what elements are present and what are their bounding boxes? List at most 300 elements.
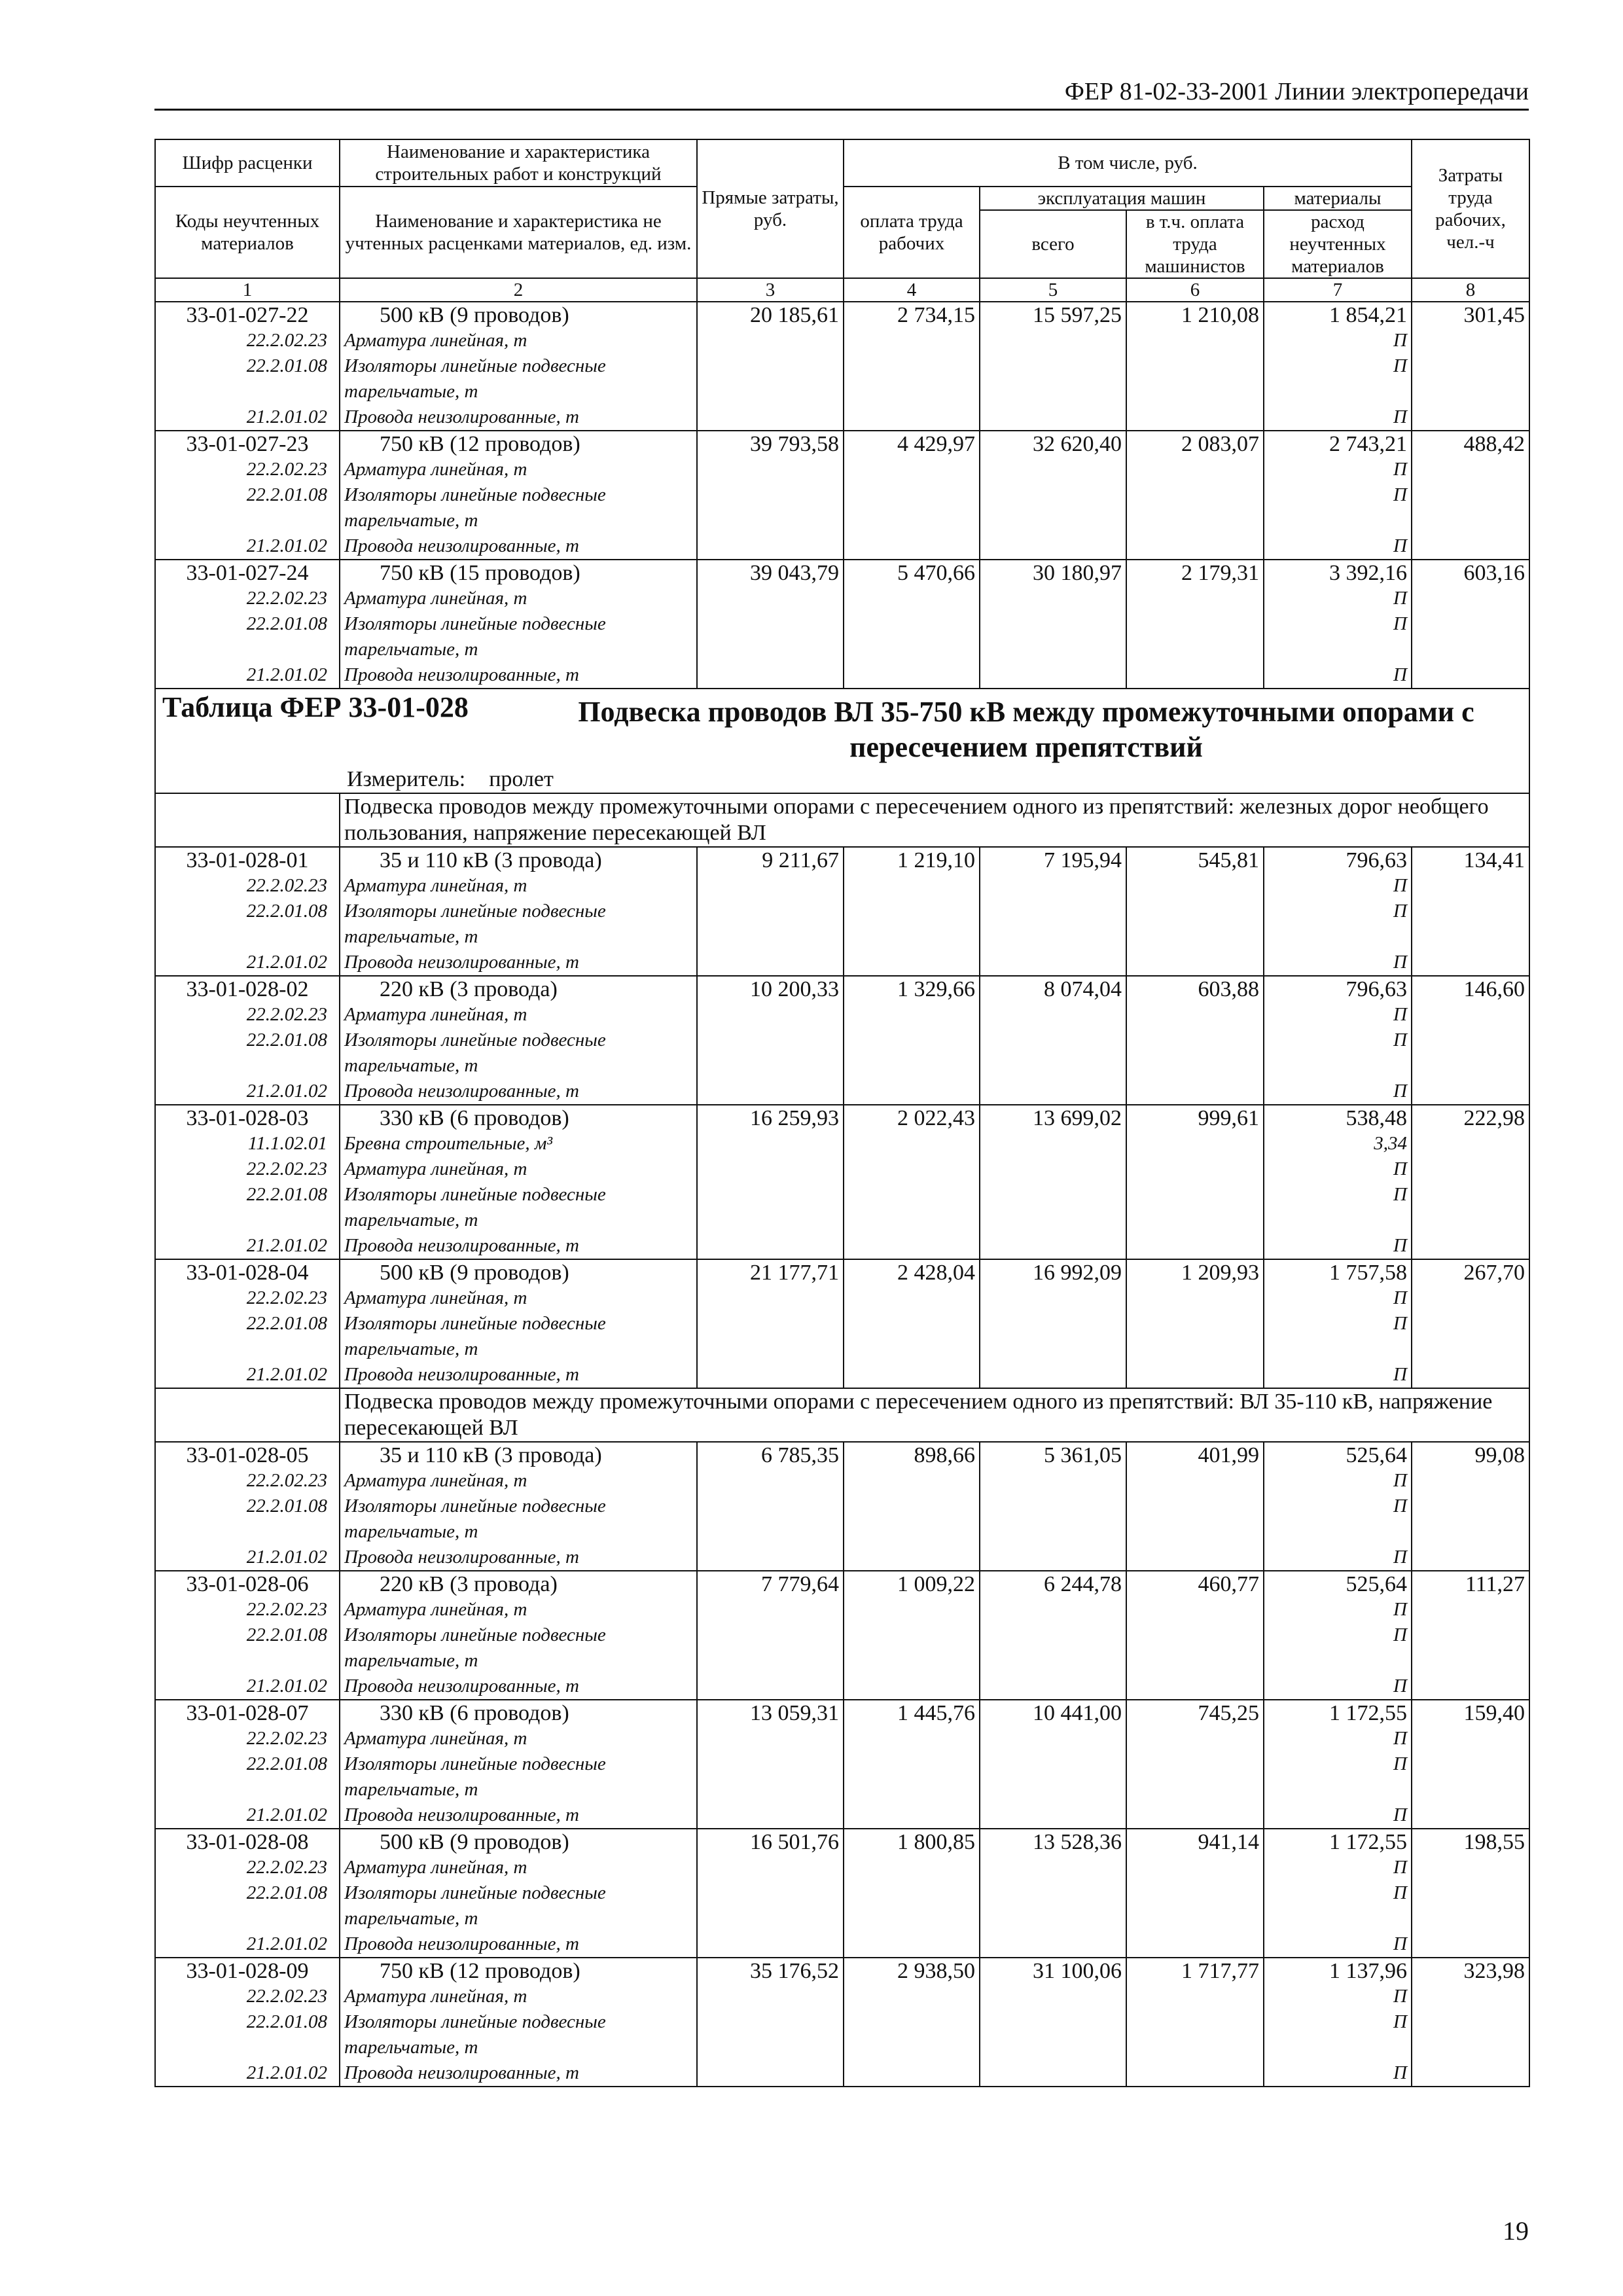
empty-cell: [697, 482, 844, 508]
resource-row: [155, 457, 1529, 482]
col-num: 6: [1126, 278, 1264, 302]
empty-cell: [697, 1931, 844, 1958]
rate-value: 267,70: [1412, 1259, 1529, 1285]
empty-cell: [1412, 611, 1529, 637]
resource-usage: П: [1264, 1002, 1412, 1028]
resource-code: 22.2.01.08: [155, 1751, 340, 1777]
resource-name: Арматура линейная, т: [340, 1285, 697, 1311]
empty-cell: [697, 2035, 844, 2060]
empty-cell: [697, 328, 844, 353]
resource-row: [155, 1855, 1529, 1880]
resource-row: [155, 379, 1529, 404]
empty-cell: [844, 508, 980, 533]
empty-cell: [1412, 1803, 1529, 1829]
head-name: Наименование и характеристика строительных работ и конструкций: [340, 139, 697, 187]
rate-value: 6 244,78: [980, 1571, 1126, 1597]
rate-value: 99,08: [1412, 1442, 1529, 1468]
resource-row: [155, 1803, 1529, 1829]
resource-usage: П: [1264, 1880, 1412, 1906]
empty-cell: [1126, 2009, 1264, 2035]
empty-cell: [1412, 404, 1529, 431]
resource-row: [155, 1648, 1529, 1674]
rate-row: [155, 1958, 1529, 1984]
empty-cell: [1412, 1131, 1529, 1157]
empty-cell: [1412, 637, 1529, 662]
resource-name: Изоляторы линейные подвесные: [340, 1880, 697, 1906]
empty-cell: [980, 1777, 1126, 1803]
resource-usage: [1264, 2035, 1412, 2060]
empty-cell: [980, 1855, 1126, 1880]
resource-name: Арматура линейная, т: [340, 586, 697, 611]
rate-value: 15 597,25: [980, 302, 1126, 328]
empty-cell: [844, 404, 980, 431]
col-num: 7: [1264, 278, 1412, 302]
rate-code: 33-01-028-04: [155, 1259, 340, 1285]
resource-row: [155, 1674, 1529, 1700]
rate-value: 1 172,55: [1264, 1829, 1412, 1855]
resource-row: [155, 1880, 1529, 1906]
empty-cell: [1412, 1931, 1529, 1958]
empty-cell: [844, 1623, 980, 1648]
resource-name: Изоляторы линейные подвесные: [340, 353, 697, 379]
empty-cell: [844, 1182, 980, 1208]
empty-cell: [980, 1285, 1126, 1311]
rate-value: 2 938,50: [844, 1958, 980, 1984]
resource-code: 22.2.01.08: [155, 2009, 340, 2035]
empty-cell: [1126, 482, 1264, 508]
resource-code: 22.2.02.23: [155, 457, 340, 482]
resource-code: [155, 1208, 340, 1233]
resource-row: [155, 1208, 1529, 1233]
empty-cell: [1126, 637, 1264, 662]
empty-cell: [1126, 611, 1264, 637]
resource-usage: П: [1264, 899, 1412, 924]
empty-cell: [1126, 899, 1264, 924]
resource-code: 21.2.01.02: [155, 1674, 340, 1700]
empty-cell: [980, 328, 1126, 353]
empty-cell: [1412, 1208, 1529, 1233]
resource-name: Арматура линейная, т: [340, 1855, 697, 1880]
col-num: 8: [1412, 278, 1529, 302]
empty-cell: [1412, 1984, 1529, 2009]
empty-cell: [697, 1468, 844, 1494]
rate-value: 2 734,15: [844, 302, 980, 328]
empty-cell: [980, 1053, 1126, 1079]
empty-cell: [697, 1803, 844, 1829]
rate-value: 7 779,64: [697, 1571, 844, 1597]
resource-usage: П: [1264, 1751, 1412, 1777]
resource-name: тарельчатые, т: [340, 379, 697, 404]
empty-cell: [1412, 1053, 1529, 1079]
rate-code: 33-01-028-01: [155, 847, 340, 873]
empty-cell: [1412, 1468, 1529, 1494]
empty-cell: [844, 1157, 980, 1182]
head-direct: Прямые затраты, руб.: [697, 139, 844, 278]
resource-row: [155, 586, 1529, 611]
resource-usage: П: [1264, 1157, 1412, 1182]
empty-cell: [980, 533, 1126, 560]
empty-cell: [697, 1362, 844, 1388]
rate-code: 33-01-028-09: [155, 1958, 340, 1984]
resource-name: Провода неизолированные, т: [340, 1545, 697, 1571]
empty-cell: [1412, 1726, 1529, 1751]
empty-cell: [980, 1028, 1126, 1053]
empty-cell: [1126, 1519, 1264, 1545]
rate-name: 35 и 110 кВ (3 провода): [340, 847, 697, 873]
resource-code: 21.2.01.02: [155, 2060, 340, 2087]
empty-cell: [844, 1208, 980, 1233]
empty-cell: [697, 1906, 844, 1931]
empty-cell: [1412, 482, 1529, 508]
empty-cell: [1126, 1157, 1264, 1182]
empty-cell: [844, 873, 980, 899]
resource-usage: П: [1264, 404, 1412, 431]
rate-value: 538,48: [1264, 1105, 1412, 1131]
resource-usage: П: [1264, 1028, 1412, 1053]
empty-cell: [697, 1648, 844, 1674]
resource-code: 11.1.02.01: [155, 1131, 340, 1157]
empty-cell: [844, 950, 980, 976]
empty-cell: [980, 1931, 1126, 1958]
resource-row: [155, 1623, 1529, 1648]
resource-row: [155, 1751, 1529, 1777]
empty-cell: [1126, 1751, 1264, 1777]
rate-value: 941,14: [1126, 1829, 1264, 1855]
empty-cell: [1126, 586, 1264, 611]
resource-code: 22.2.02.23: [155, 1597, 340, 1623]
rate-row: [155, 1105, 1529, 1131]
empty-cell: [1126, 2035, 1264, 2060]
resource-name: Арматура линейная, т: [340, 328, 697, 353]
empty-cell: [980, 1182, 1126, 1208]
resource-row: [155, 899, 1529, 924]
rate-value: 13 059,31: [697, 1700, 844, 1726]
resource-row: [155, 637, 1529, 662]
rate-row: [155, 1259, 1529, 1285]
head-mach-pay: в т.ч. оплата труда машинистов: [1126, 210, 1264, 278]
resource-row: [155, 1311, 1529, 1336]
empty-cell: [844, 2060, 980, 2087]
resource-name: тарельчатые, т: [340, 1053, 697, 1079]
empty-cell: [1412, 457, 1529, 482]
empty-cell: [980, 1336, 1126, 1362]
empty-cell: [980, 1751, 1126, 1777]
empty-cell: [697, 1002, 844, 1028]
resource-code: 21.2.01.02: [155, 950, 340, 976]
empty-cell: [980, 1233, 1126, 1259]
head-mach: эксплуатация машин: [980, 187, 1264, 210]
resource-name: Провода неизолированные, т: [340, 1674, 697, 1700]
resource-row: [155, 1545, 1529, 1571]
empty-cell: [697, 1053, 844, 1079]
resource-usage: 3,34: [1264, 1131, 1412, 1157]
empty-cell: [1412, 924, 1529, 950]
empty-cell: [844, 1545, 980, 1571]
empty-cell: [980, 1623, 1126, 1648]
head-incl: В том числе, руб.: [844, 139, 1412, 187]
empty-cell: [697, 899, 844, 924]
resource-code: 22.2.01.08: [155, 353, 340, 379]
empty-cell: [1126, 404, 1264, 431]
rate-value: 4 429,97: [844, 431, 980, 457]
resource-usage: П: [1264, 662, 1412, 689]
rate-code: 33-01-028-07: [155, 1700, 340, 1726]
empty-cell: [844, 637, 980, 662]
resource-row: [155, 611, 1529, 637]
empty-cell: [697, 924, 844, 950]
empty-cell: [1126, 1208, 1264, 1233]
resource-code: [155, 1777, 340, 1803]
empty-cell: [1412, 662, 1529, 689]
resource-usage: П: [1264, 1285, 1412, 1311]
empty-cell: [1126, 1311, 1264, 1336]
empty-cell: [844, 1494, 980, 1519]
head-labor: Затраты труда рабочих, чел.-ч: [1412, 139, 1529, 278]
resource-name: Изоляторы линейные подвесные: [340, 611, 697, 637]
rate-value: 159,40: [1412, 1700, 1529, 1726]
empty-cell: [1412, 1002, 1529, 1028]
empty-cell: [844, 1906, 980, 1931]
rate-value: 30 180,97: [980, 560, 1126, 586]
rate-code: 33-01-027-24: [155, 560, 340, 586]
empty-cell: [1126, 1777, 1264, 1803]
empty-cell: [697, 1131, 844, 1157]
resource-row: [155, 482, 1529, 508]
empty-cell: [980, 1208, 1126, 1233]
resource-code: 22.2.01.08: [155, 1494, 340, 1519]
resource-usage: [1264, 637, 1412, 662]
head-codes2: Коды неучтенных материалов: [155, 187, 340, 278]
empty-cell: [1126, 508, 1264, 533]
resource-usage: П: [1264, 1494, 1412, 1519]
rate-name: 330 кВ (6 проводов): [340, 1700, 697, 1726]
empty-cell: [980, 404, 1126, 431]
empty-cell: [844, 379, 980, 404]
empty-cell: [1126, 1285, 1264, 1311]
resource-row: [155, 1931, 1529, 1958]
empty-cell: [1412, 1545, 1529, 1571]
resource-row: [155, 328, 1529, 353]
resource-name: Изоляторы линейные подвесные: [340, 899, 697, 924]
resource-usage: П: [1264, 1311, 1412, 1336]
rate-value: 796,63: [1264, 847, 1412, 873]
resource-code: 22.2.02.23: [155, 1002, 340, 1028]
empty-cell: [980, 1984, 1126, 2009]
empty-cell: [980, 950, 1126, 976]
col-num: 1: [155, 278, 340, 302]
resource-usage: [1264, 508, 1412, 533]
empty-cell: [697, 1494, 844, 1519]
empty-cell: [1412, 1597, 1529, 1623]
head-pay: оплата труда рабочих: [844, 187, 980, 278]
empty-cell: [1126, 2060, 1264, 2087]
empty-cell: [844, 586, 980, 611]
empty-cell: [697, 1751, 844, 1777]
resource-code: 21.2.01.02: [155, 1079, 340, 1105]
empty-cell: [1126, 1623, 1264, 1648]
empty-cell: [980, 1906, 1126, 1931]
rate-value: 301,45: [1412, 302, 1529, 328]
resource-code: 21.2.01.02: [155, 1233, 340, 1259]
rate-row: [155, 1829, 1529, 1855]
resource-row: [155, 1028, 1529, 1053]
rate-row: [155, 302, 1529, 328]
resource-name: тарельчатые, т: [340, 1777, 697, 1803]
empty-cell: [1126, 1362, 1264, 1388]
resource-code: [155, 1648, 340, 1674]
empty-cell: [980, 379, 1126, 404]
resource-name: Изоляторы линейные подвесные: [340, 1182, 697, 1208]
rate-name: 500 кВ (9 проводов): [340, 1829, 697, 1855]
resource-row: [155, 533, 1529, 560]
resource-code: 22.2.02.23: [155, 1157, 340, 1182]
empty-cell: [844, 1285, 980, 1311]
empty-cell: [697, 611, 844, 637]
resource-row: [155, 508, 1529, 533]
rate-value: 39 793,58: [697, 431, 844, 457]
empty-cell: [697, 353, 844, 379]
rate-value: 1 219,10: [844, 847, 980, 873]
empty-cell: [1412, 1079, 1529, 1105]
empty-cell: [1126, 1053, 1264, 1079]
rate-name: 220 кВ (3 провода): [340, 1571, 697, 1597]
resource-code: 22.2.02.23: [155, 873, 340, 899]
resource-code: 22.2.01.08: [155, 1623, 340, 1648]
empty-cell: [1412, 1233, 1529, 1259]
resource-usage: П: [1264, 1984, 1412, 2009]
resource-name: Арматура линейная, т: [340, 1597, 697, 1623]
resource-name: тарельчатые, т: [340, 508, 697, 533]
empty-cell: [980, 508, 1126, 533]
empty-cell: [844, 1674, 980, 1700]
resource-name: Изоляторы линейные подвесные: [340, 1494, 697, 1519]
empty-cell: [844, 611, 980, 637]
rate-row: [155, 1700, 1529, 1726]
resource-code: [155, 1053, 340, 1079]
resource-row: [155, 1777, 1529, 1803]
rate-value: 488,42: [1412, 431, 1529, 457]
empty-cell: [1126, 873, 1264, 899]
resource-name: Изоляторы линейные подвесные: [340, 1751, 697, 1777]
rate-name: 750 кВ (15 проводов): [340, 560, 697, 586]
resource-name: Провода неизолированные, т: [340, 1362, 697, 1388]
empty-cell: [1412, 1285, 1529, 1311]
empty-cell: [980, 1674, 1126, 1700]
rate-value: 32 620,40: [980, 431, 1126, 457]
resource-code: 22.2.01.08: [155, 1880, 340, 1906]
empty-cell: [697, 508, 844, 533]
rate-value: 1 329,66: [844, 976, 980, 1002]
empty-cell: [1126, 1545, 1264, 1571]
empty-cell: [980, 873, 1126, 899]
empty-cell: [1412, 1362, 1529, 1388]
rate-value: 603,16: [1412, 560, 1529, 586]
resource-name: тарельчатые, т: [340, 1648, 697, 1674]
empty-cell: [1412, 1336, 1529, 1362]
col-num: 2: [340, 278, 697, 302]
resource-row: [155, 1494, 1529, 1519]
empty-cell: [697, 1311, 844, 1336]
empty-cell: [1126, 1131, 1264, 1157]
resource-name: тарельчатые, т: [340, 637, 697, 662]
empty-cell: [1412, 1855, 1529, 1880]
empty-cell: [1126, 1931, 1264, 1958]
resource-row: [155, 1336, 1529, 1362]
empty-cell: [697, 1880, 844, 1906]
resource-name: Провода неизолированные, т: [340, 533, 697, 560]
empty-cell: [844, 1311, 980, 1336]
resource-usage: П: [1264, 1597, 1412, 1623]
empty-cell: [980, 482, 1126, 508]
resource-code: 22.2.02.23: [155, 1726, 340, 1751]
resource-name: Арматура линейная, т: [340, 873, 697, 899]
resource-usage: П: [1264, 353, 1412, 379]
resource-usage: П: [1264, 586, 1412, 611]
empty-cell: [697, 873, 844, 899]
resource-usage: [1264, 1208, 1412, 1233]
table-label: Таблица ФЕР 33-01-028: [162, 691, 469, 723]
resource-name: Арматура линейная, т: [340, 1157, 697, 1182]
resource-usage: П: [1264, 1931, 1412, 1958]
rate-value: 323,98: [1412, 1958, 1529, 1984]
empty-cell: [980, 1311, 1126, 1336]
resource-row: [155, 924, 1529, 950]
empty-cell: [1126, 1468, 1264, 1494]
resource-row: [155, 2060, 1529, 2087]
empty-cell: [1126, 1002, 1264, 1028]
resource-row: [155, 1053, 1529, 1079]
rate-value: 525,64: [1264, 1571, 1412, 1597]
empty-cell: [1126, 662, 1264, 689]
rate-value: 1 757,58: [1264, 1259, 1412, 1285]
empty-cell: [1412, 899, 1529, 924]
rate-value: 6 785,35: [697, 1442, 844, 1468]
rate-value: 7 195,94: [980, 847, 1126, 873]
rate-value: 16 501,76: [697, 1829, 844, 1855]
rate-value: 525,64: [1264, 1442, 1412, 1468]
rate-value: 21 177,71: [697, 1259, 844, 1285]
empty-cell: [1412, 1880, 1529, 1906]
empty-cell: [1126, 1336, 1264, 1362]
empty-cell: [697, 1285, 844, 1311]
resource-name: Провода неизолированные, т: [340, 1803, 697, 1829]
empty-cell: [1126, 1803, 1264, 1829]
resource-code: 21.2.01.02: [155, 1545, 340, 1571]
head-mat: материалы: [1264, 187, 1412, 210]
empty-cell: [980, 1545, 1126, 1571]
resource-usage: [1264, 1336, 1412, 1362]
empty-cell: [1412, 2009, 1529, 2035]
rate-value: 1 854,21: [1264, 302, 1412, 328]
rate-row: [155, 976, 1529, 1002]
empty-cell: [844, 1131, 980, 1157]
resource-usage: П: [1264, 1233, 1412, 1259]
empty-cell: [844, 1880, 980, 1906]
empty-cell: [844, 482, 980, 508]
empty-cell: [697, 457, 844, 482]
empty-cell: [980, 637, 1126, 662]
rate-value: 198,55: [1412, 1829, 1529, 1855]
resource-row: [155, 1597, 1529, 1623]
rate-value: 1 717,77: [1126, 1958, 1264, 1984]
empty-cell: [1412, 379, 1529, 404]
resource-name: Изоляторы линейные подвесные: [340, 2009, 697, 2035]
resource-usage: [1264, 1053, 1412, 1079]
rate-value: 16 259,93: [697, 1105, 844, 1131]
resource-code: 21.2.01.02: [155, 1362, 340, 1388]
resource-usage: П: [1264, 1726, 1412, 1751]
empty-cell: [980, 2035, 1126, 2060]
